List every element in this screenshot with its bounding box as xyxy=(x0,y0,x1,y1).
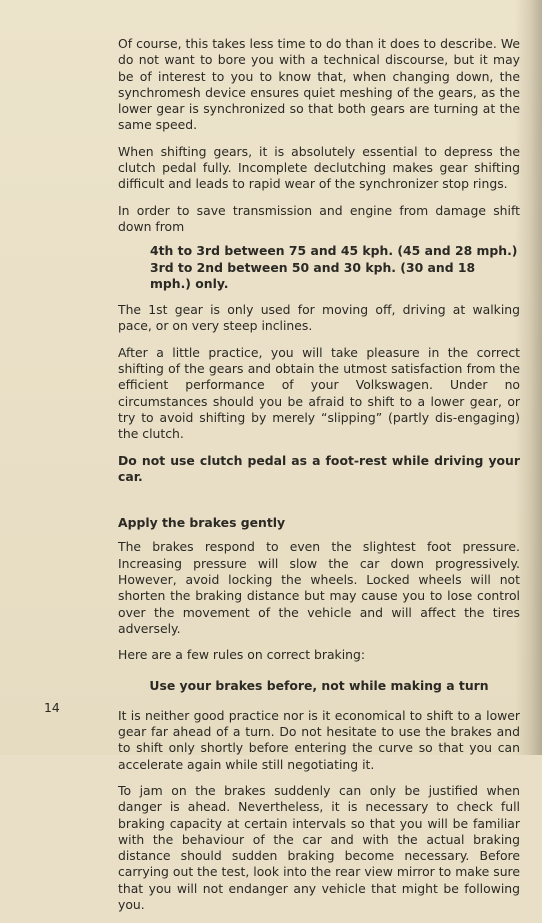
paragraph-shift-down-intro: In order to save transmission and engine from damage shift down from xyxy=(118,202,520,234)
section-heading-brakes: Apply the brakes gently xyxy=(118,515,286,531)
subheading-brakes-before-turn: Use your brakes before, not while making a turn xyxy=(149,677,489,693)
paragraph-synchromesh: Of course, this takes less time to do than it does to describe. We do not want to bore you with a technical discourse, but it may be of interest to you to know that, when changing down, the synchromesh device ensures quiet meshing of the gears, as the lower gear is synchronized so that both gears are turning at the same speed. xyxy=(118,36,520,133)
paragraph-brake-response: The brakes respond to even the slightest foot pressure. Increasing pressure will slow the car down progressively. However, avoid locking the wheels. Locked wheels will not shorten the braking distance but may cause you to lose control over the movement of the vehicle and will affect the tires adversely. xyxy=(118,539,520,636)
paragraph-practice: After a little practice, you will take pleasure in the correct shifting of the gears and obtain the utmost satisfaction from the efficient performance of your Volkswagen. Under no circumstances should you be afraid to shift to a lower gear, or try to avoid shifting by merely “slipping” (partly dis-engaging) the clutch. xyxy=(118,344,520,442)
page-number: 14 xyxy=(44,700,60,715)
warning-foot-rest: Do not use clutch pedal as a foot-rest while driving your car. xyxy=(118,452,520,484)
paragraph-clutch-pedal: When shifting gears, it is absolutely essential to depress the clutch pedal fully. Incomplete declutching makes gear shifting difficult and leads to rapid wear of the synchronizer stop rings. xyxy=(118,143,520,192)
page-content xyxy=(118,36,520,923)
shift-rule-3rd-to-2nd: 3rd to 2nd between 50 and 30 kph. (30 and 18 mph.) only. xyxy=(150,259,476,291)
paragraph-braking-rules-intro: Here are a few rules on correct braking: xyxy=(118,647,366,663)
paragraph-first-gear: The 1st gear is only used for moving off, driving at walking pace, or on very steep inclines. xyxy=(118,302,520,334)
shift-rule-4th-to-3rd: 4th to 3rd between 75 and 45 kph. (45 and 28 mph.) xyxy=(150,243,518,259)
paragraph-turn-braking: It is neither good practice nor is it economical to shift to a lower gear far ahead of a turn. Do not hesitate to use the brakes and to shift only shortly before entering the curve so that you can accelerate again while still negotiating it. xyxy=(118,707,520,772)
shift-rules-list xyxy=(150,243,520,292)
paragraph-braking-test: To jam on the brakes suddenly can only be justified when danger is ahead. Nevertheless, it is necessary to check full braking capacity at certain intervals so that you will be familiar with the behaviour of the car and with the actual braking distance should sudden braking become necessary. Before carrying out the test, look into the rear view mirror to make sure that you will not endanger any vehicle that might be following you. xyxy=(118,782,520,913)
